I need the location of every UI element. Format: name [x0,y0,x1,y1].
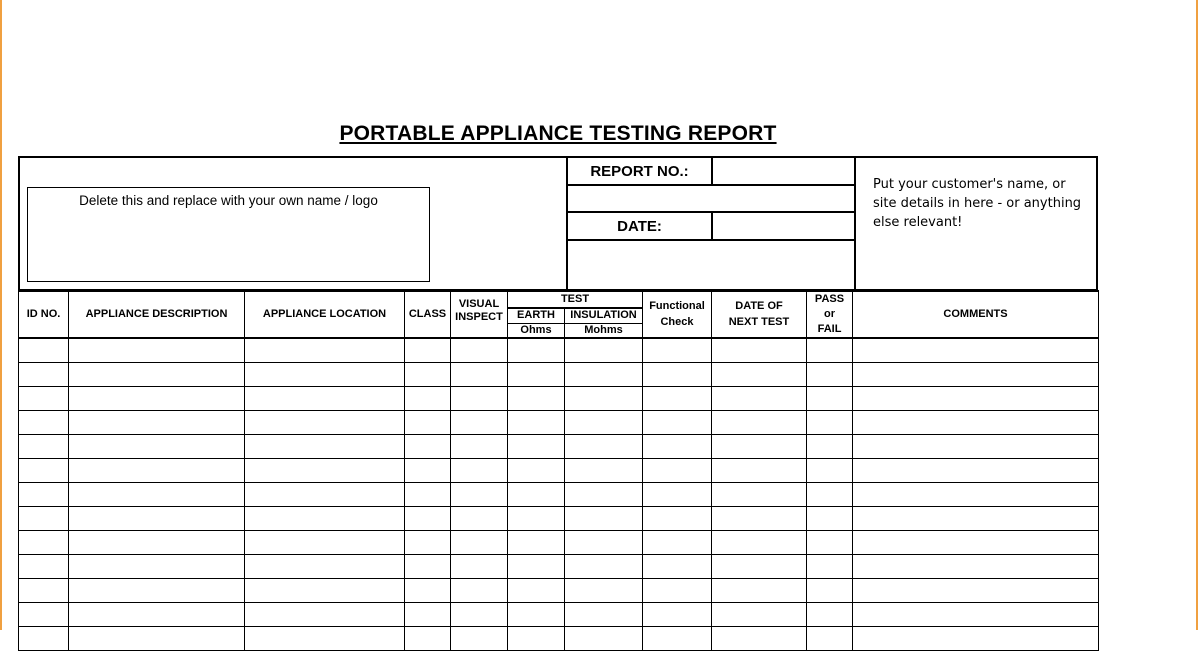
date-label: DATE: [568,213,713,239]
table-row [19,458,1099,482]
cell-earth[interactable] [508,434,565,458]
cell-description[interactable] [69,434,245,458]
cell-location[interactable] [245,386,405,410]
cell-description[interactable] [69,458,245,482]
visual-line-2: INSPECT [455,310,503,323]
functional-line-2: Check [660,316,694,328]
blank-row[interactable] [568,186,854,213]
cell-earth[interactable] [508,602,565,626]
cell-insulation[interactable] [565,386,643,410]
report-title: PORTABLE APPLIANCE TESTING REPORT [339,122,777,145]
cell-pass-fail[interactable] [807,386,853,410]
cell-comments[interactable] [853,530,1099,554]
cell-visual[interactable] [451,482,508,506]
cell-next-test[interactable] [712,578,807,602]
cell-comments[interactable] [853,578,1099,602]
report-header [18,156,1098,291]
cell-id-no[interactable] [19,338,69,362]
cell-class[interactable] [405,530,451,554]
cell-description[interactable] [69,602,245,626]
table-row [19,602,1099,626]
cell-insulation[interactable] [565,506,643,530]
logo-placeholder-box[interactable]: Delete this and replace with your own name / logo [27,187,430,282]
cell-description[interactable] [69,554,245,578]
cell-next-test[interactable] [712,458,807,482]
next-test-line-1: DATE OF [735,300,783,312]
table-row [19,410,1099,434]
cell-pass-fail[interactable] [807,338,853,362]
next-test-line-2: NEXT TEST [728,316,790,328]
col-class: CLASS [405,291,451,338]
cell-next-test[interactable] [712,434,807,458]
cell-next-test[interactable] [712,410,807,434]
cell-earth[interactable] [508,362,565,386]
cell-comments[interactable] [853,338,1099,362]
cell-visual[interactable] [451,386,508,410]
cell-class[interactable] [405,578,451,602]
cell-next-test[interactable] [712,362,807,386]
cell-functional[interactable] [643,434,712,458]
col-functional-check [643,291,712,338]
cell-functional[interactable] [643,578,712,602]
cell-comments[interactable] [853,410,1099,434]
cell-earth[interactable] [508,530,565,554]
table-row [19,386,1099,410]
cell-earth[interactable] [508,578,565,602]
cell-class[interactable] [405,386,451,410]
cell-insulation[interactable] [565,434,643,458]
cell-location[interactable] [245,482,405,506]
cell-location[interactable] [245,458,405,482]
visual-line-1: VISUAL [458,297,500,310]
table-row [19,434,1099,458]
customer-details-note[interactable]: Put your customer's name, or site details in here - or anything else relevant! [873,177,1082,230]
cell-location[interactable] [245,530,405,554]
cell-id-no[interactable] [19,602,69,626]
test-results-body [19,338,1099,650]
cell-pass-fail[interactable] [807,482,853,506]
col-appliance-location: APPLIANCE LOCATION [245,291,405,338]
cell-functional[interactable] [643,506,712,530]
table-row [19,482,1099,506]
cell-comments[interactable] [853,458,1099,482]
cell-visual[interactable] [451,602,508,626]
table-row [19,506,1099,530]
cell-id-no[interactable] [19,482,69,506]
cell-description[interactable] [69,362,245,386]
cell-pass-fail[interactable] [807,506,853,530]
cell-description[interactable] [69,506,245,530]
table-row [19,362,1099,386]
cell-pass-fail[interactable] [807,410,853,434]
table-row [19,578,1099,602]
cell-class[interactable] [405,458,451,482]
col-insulation: INSULATION [565,308,643,323]
cell-next-test[interactable] [712,482,807,506]
right-accent-line [1196,0,1198,630]
cell-pass-fail[interactable] [807,554,853,578]
col-id-no: ID NO. [19,291,69,338]
cell-earth[interactable] [508,386,565,410]
cell-id-no[interactable] [19,386,69,410]
cell-next-test[interactable] [712,506,807,530]
cell-id-no[interactable] [19,506,69,530]
cell-description[interactable] [69,338,245,362]
table-row [19,530,1099,554]
col-appliance-description: APPLIANCE DESCRIPTION [69,291,245,338]
cell-location[interactable] [245,362,405,386]
cell-insulation[interactable] [565,362,643,386]
cell-location[interactable] [245,506,405,530]
report-details-panel [566,158,856,289]
cell-visual[interactable] [451,434,508,458]
cell-visual[interactable] [451,338,508,362]
report-number-label: REPORT NO.: [568,158,713,184]
cell-visual[interactable] [451,530,508,554]
cell-next-test[interactable] [712,386,807,410]
cell-comments[interactable] [853,362,1099,386]
cell-earth[interactable] [508,458,565,482]
cell-earth[interactable] [508,410,565,434]
cell-visual[interactable] [451,410,508,434]
cell-class[interactable] [405,338,451,362]
col-visual-inspect [451,291,508,338]
cell-class[interactable] [405,482,451,506]
cell-id-no[interactable] [19,362,69,386]
date-field[interactable] [713,213,854,239]
cell-earth[interactable] [508,482,565,506]
earth-unit: Ohms [508,323,565,338]
cell-earth[interactable] [508,506,565,530]
cell-id-no[interactable] [19,410,69,434]
cell-description[interactable] [69,410,245,434]
cell-location[interactable] [245,338,405,362]
cell-location[interactable] [245,410,405,434]
functional-line-1: Functional [649,300,705,312]
cell-visual[interactable] [451,362,508,386]
cell-visual[interactable] [451,578,508,602]
cell-pass-fail[interactable] [807,578,853,602]
cell-comments[interactable] [853,386,1099,410]
cell-insulation[interactable] [565,602,643,626]
cell-insulation[interactable] [565,554,643,578]
table-row [19,338,1099,362]
cell-functional[interactable] [643,602,712,626]
col-test-group: TEST [508,291,643,308]
pass-line-2: or [824,308,835,320]
col-pass-fail [807,291,853,338]
cell-class[interactable] [405,602,451,626]
cell-insulation[interactable] [565,458,643,482]
cell-insulation[interactable] [565,338,643,362]
cell-functional[interactable] [643,458,712,482]
cell-insulation[interactable] [565,410,643,434]
cell-description[interactable] [69,578,245,602]
pass-line-1: PASS [814,293,845,305]
cell-comments[interactable] [853,506,1099,530]
cell-id-no[interactable] [19,434,69,458]
cell-next-test[interactable] [712,338,807,362]
cell-functional[interactable] [643,530,712,554]
cell-class[interactable] [405,554,451,578]
cell-id-no[interactable] [19,458,69,482]
cell-functional[interactable] [643,338,712,362]
cell-comments[interactable] [853,602,1099,626]
col-next-test-date [712,291,807,338]
cell-visual[interactable] [451,506,508,530]
cell-description[interactable] [69,386,245,410]
cell-location[interactable] [245,434,405,458]
table-row [19,554,1099,578]
col-earth: EARTH [508,308,565,323]
cell-visual[interactable] [451,554,508,578]
cell-insulation[interactable] [565,482,643,506]
cell-comments[interactable] [853,482,1099,506]
cell-pass-fail[interactable] [807,602,853,626]
cell-comments[interactable] [853,554,1099,578]
cell-comments[interactable] [853,434,1099,458]
cell-next-test[interactable] [712,554,807,578]
test-results-table [18,290,1099,651]
insulation-unit: Mohms [565,323,643,338]
cell-class[interactable] [405,410,451,434]
pass-line-3: FAIL [817,323,842,335]
cell-next-test[interactable] [712,530,807,554]
cell-earth[interactable] [508,554,565,578]
cell-location[interactable] [245,554,405,578]
cell-location[interactable] [245,602,405,626]
report-number-field[interactable] [713,158,854,184]
cell-class[interactable] [405,506,451,530]
cell-pass-fail[interactable] [807,458,853,482]
cell-functional[interactable] [643,362,712,386]
date-row [568,213,854,241]
cell-id-no[interactable] [19,554,69,578]
cell-insulation[interactable] [565,530,643,554]
cell-class[interactable] [405,362,451,386]
report-number-row [568,158,854,186]
cell-functional[interactable] [643,386,712,410]
cell-earth[interactable] [508,338,565,362]
cell-insulation[interactable] [565,578,643,602]
cell-pass-fail[interactable] [807,530,853,554]
cell-description[interactable] [69,482,245,506]
cell-next-test[interactable] [712,602,807,626]
left-accent-line [0,0,2,630]
cell-pass-fail[interactable] [807,362,853,386]
cell-pass-fail[interactable] [807,434,853,458]
cell-functional[interactable] [643,554,712,578]
cell-class[interactable] [405,434,451,458]
cell-functional[interactable] [643,410,712,434]
cell-functional[interactable] [643,482,712,506]
cell-description[interactable] [69,530,245,554]
cell-location[interactable] [245,578,405,602]
cell-id-no[interactable] [19,578,69,602]
col-comments: COMMENTS [853,291,1099,338]
cell-visual[interactable] [451,458,508,482]
cell-id-no[interactable] [19,530,69,554]
